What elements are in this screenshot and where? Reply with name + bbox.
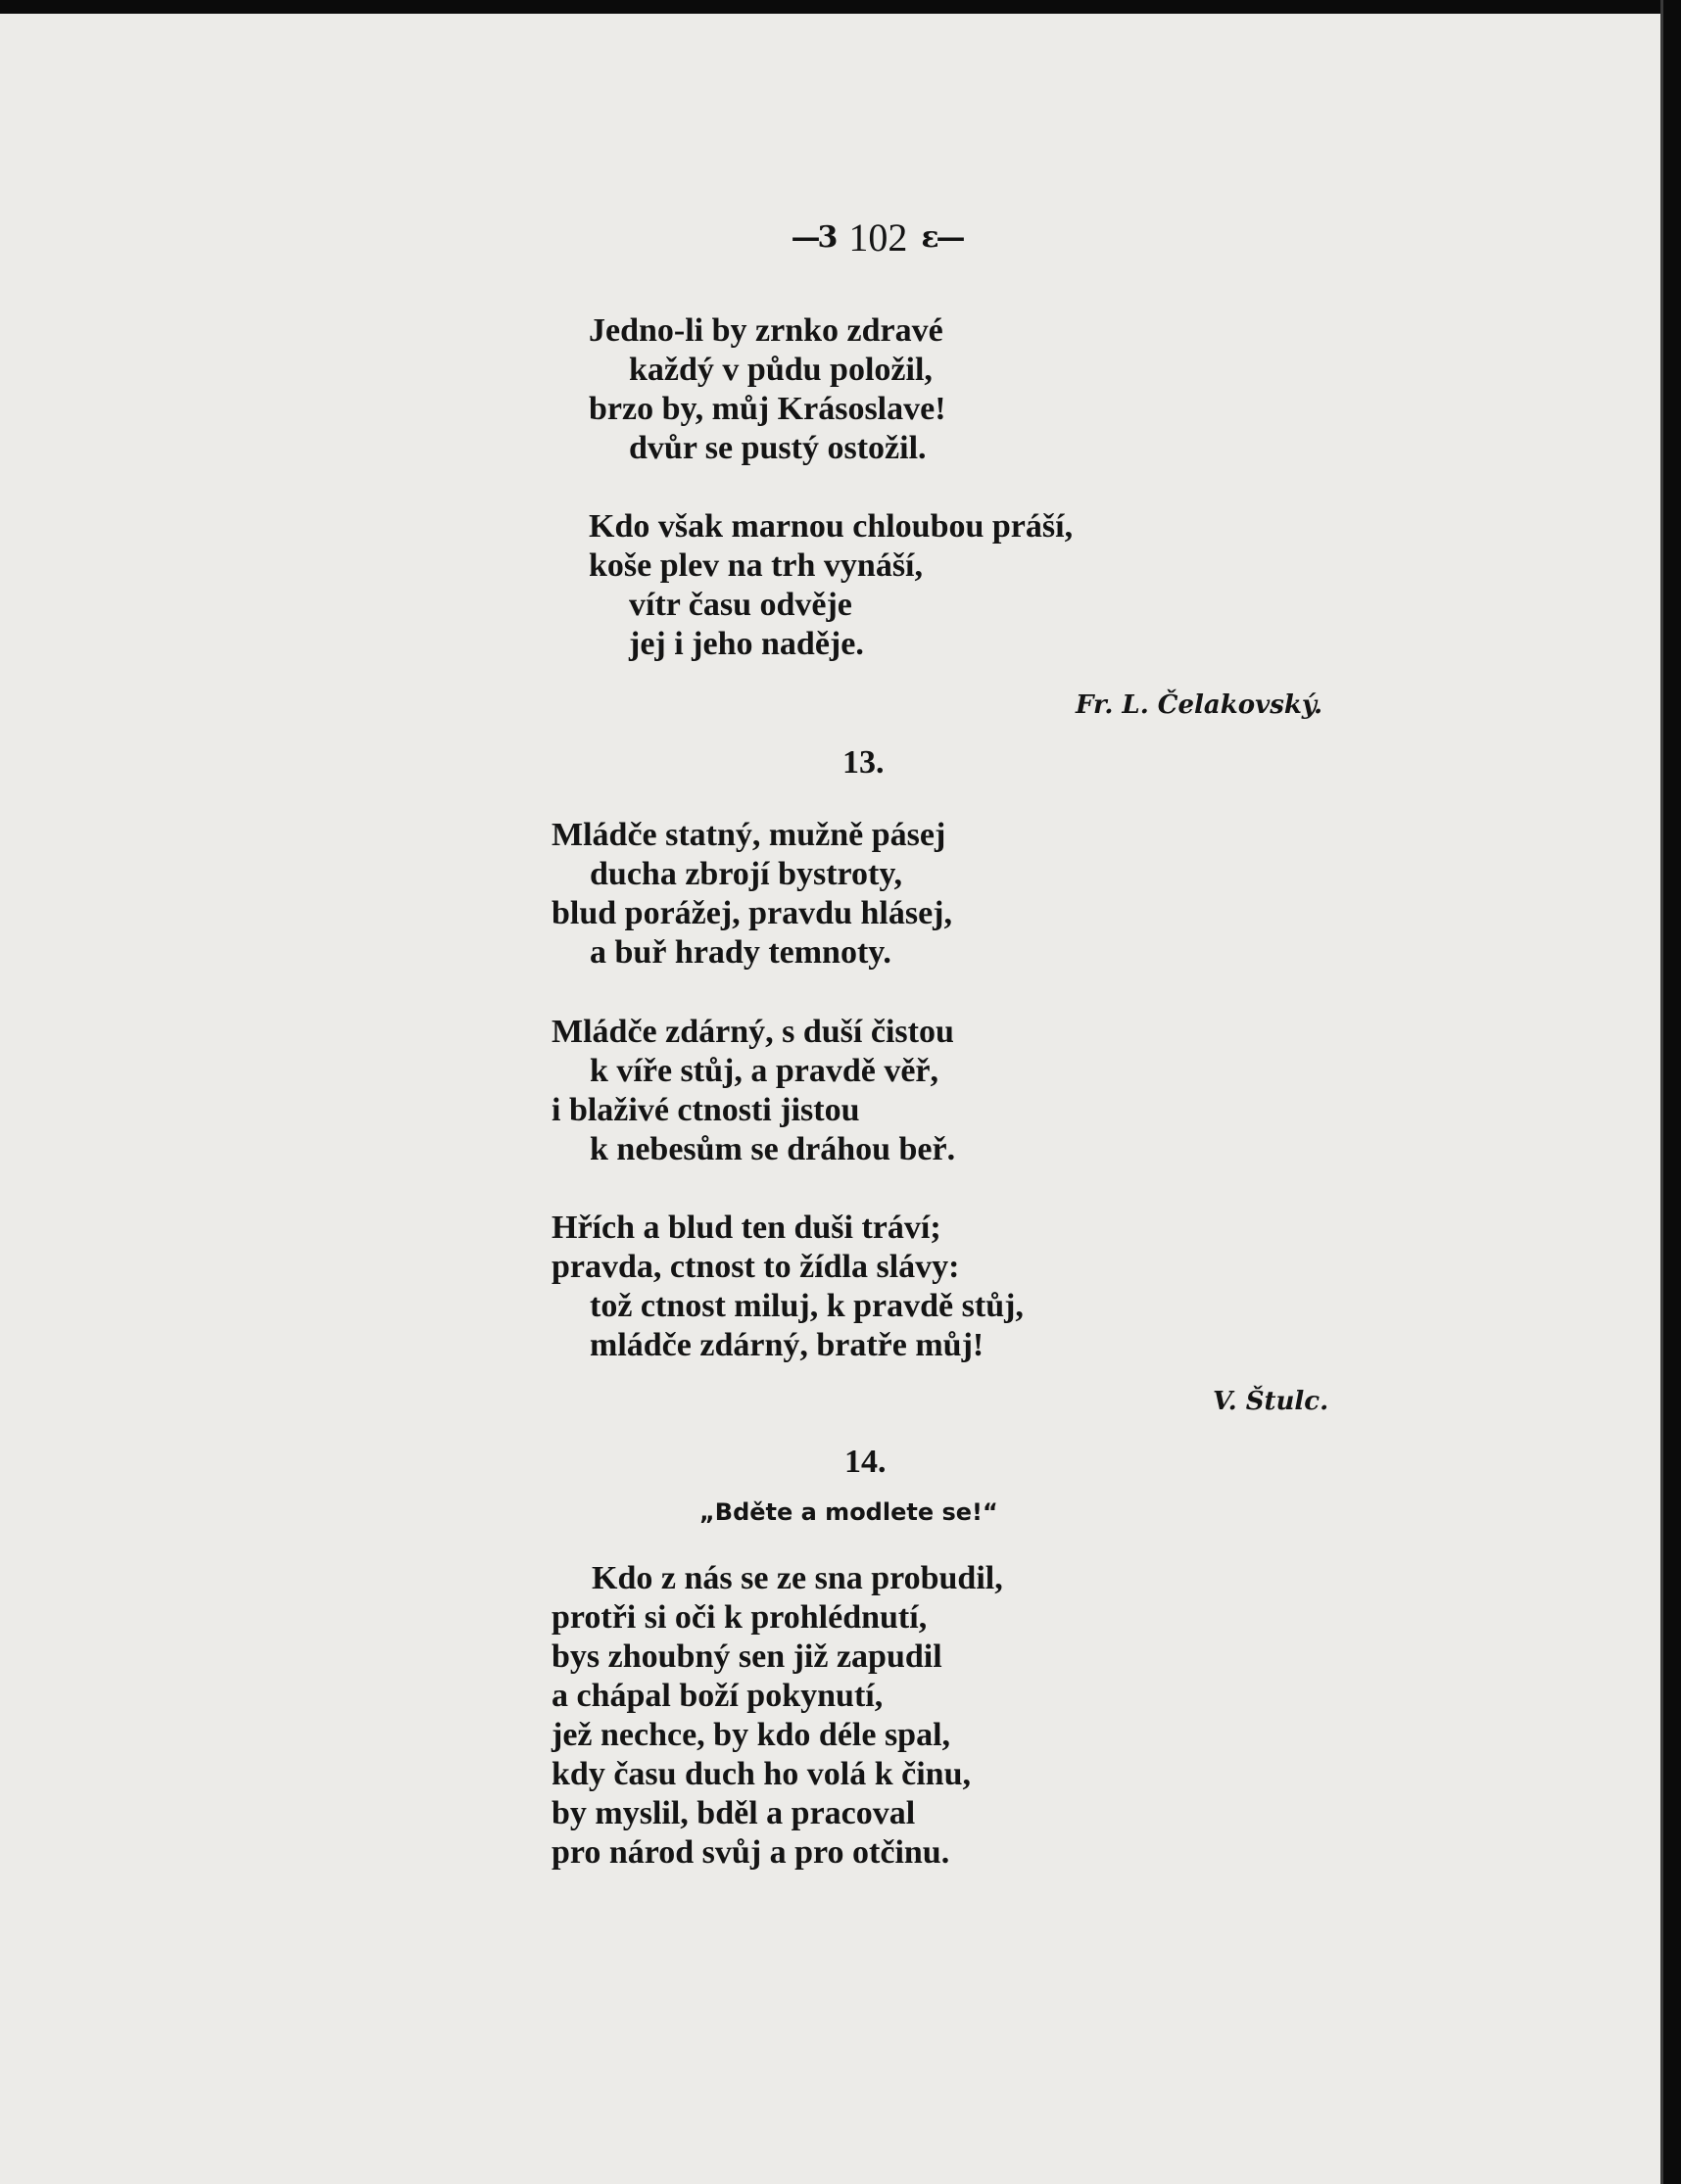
poem-line: ducha zbrojí bystroty, (590, 856, 902, 892)
ornament-left: —3 (791, 219, 836, 255)
poem-line: dvůr se pustý ostožil. (629, 430, 927, 466)
page-number: 102 (848, 214, 908, 260)
poem-line: Mládče zdárný, s duší čistou (552, 1014, 954, 1050)
poem-line: bys zhoubný sen již zapudil (552, 1638, 942, 1675)
poem-line: brzo by, můj Krásoslave! (589, 391, 946, 427)
poem-line: Hřích a blud ten duši tráví; (552, 1210, 941, 1246)
poem-line: koše plev na trh vynáší, (589, 547, 923, 584)
poem-number: 13. (842, 744, 885, 781)
poem-line: Mládče statný, mužně pásej (552, 817, 946, 853)
author-signature: Fr. L. Čelakovský. (1076, 690, 1323, 720)
poem-line: Jedno-li by zrnko zdravé (589, 312, 943, 349)
poem-line: kdy času duch ho volá k činu, (552, 1756, 971, 1792)
poem-line: Kdo z nás se ze sna probudil, (592, 1560, 1003, 1596)
poem-line: pro národ svůj a pro otčinu. (552, 1834, 950, 1871)
poem-line: a buř hrady temnoty. (590, 934, 891, 971)
page-header (715, 208, 1038, 266)
scan-edge-right (1663, 0, 1681, 2184)
poem-line: k nebesům se dráhou beř. (590, 1131, 956, 1167)
poem-line: Kdo však marnou chloubou práší, (589, 508, 1074, 545)
poem-title: „Bděte a modlete se!“ (699, 1498, 998, 1526)
poem-line: i blaživé ctnosti jistou (552, 1092, 860, 1128)
poem-line: jej i jeho naděje. (629, 626, 864, 662)
poem-line: každý v půdu položil, (629, 352, 933, 388)
poem-line: jež nechce, by kdo déle spal, (552, 1717, 951, 1753)
poem-line: pravda, ctnost to žídla slávy: (552, 1249, 960, 1285)
poem-number: 14. (844, 1444, 887, 1480)
poem-line: vítr času odvěje (629, 587, 852, 623)
poem-line: k víře stůj, a pravdě věř, (590, 1053, 939, 1089)
poem-line: blud porážej, pravdu hlásej, (552, 895, 952, 931)
poem-line: a chápal boží pokynutí, (552, 1678, 884, 1714)
poem-line: tož ctnost miluj, k pravdě stůj, (590, 1288, 1024, 1324)
author-signature: V. Štulc. (1213, 1387, 1329, 1416)
ornament-right: ε— (921, 219, 963, 255)
scan-edge-top (0, 0, 1681, 14)
poem-line: by myslil, bděl a pracoval (552, 1795, 916, 1831)
poem-line: protři si oči k prohlédnutí, (552, 1599, 928, 1636)
poem-line: mládče zdárný, bratře můj! (590, 1327, 985, 1363)
